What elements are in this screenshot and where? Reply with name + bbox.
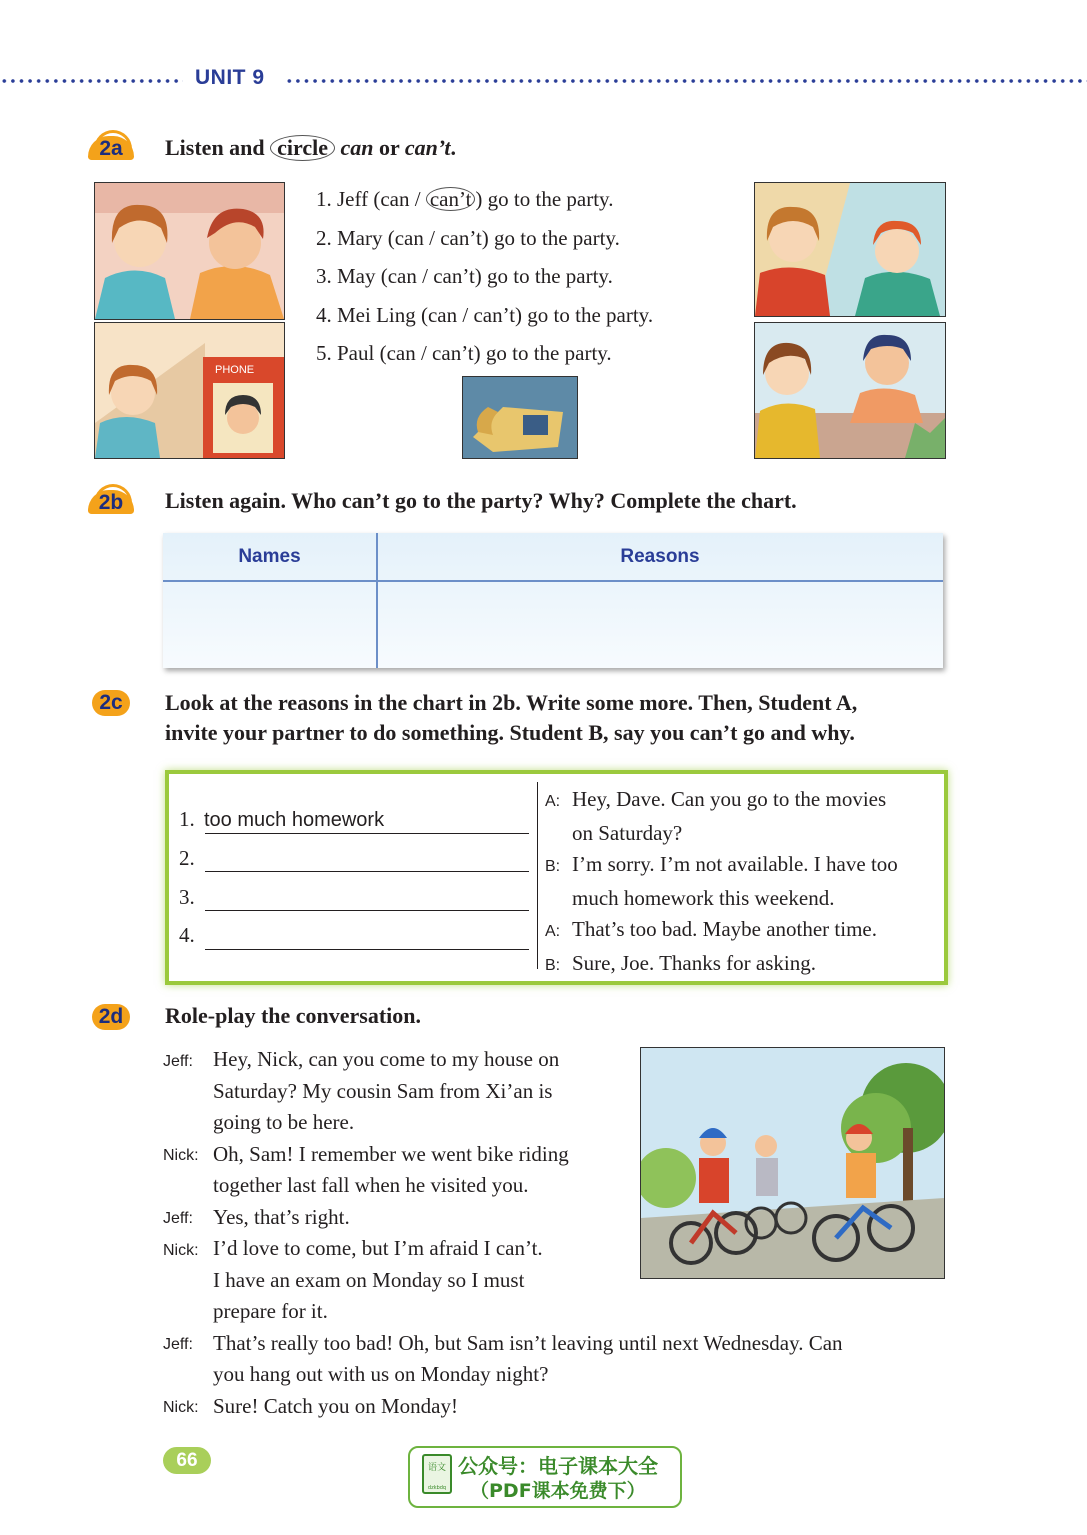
conv-line: Saturday? My cousin Sam from Xi’an is — [213, 1078, 553, 1103]
picture-girls-on-phone — [754, 182, 946, 317]
watermark-badge — [408, 1446, 682, 1508]
list-2a — [316, 180, 653, 373]
badge-2c: 2c — [92, 690, 140, 716]
column-header-reasons: Reasons — [620, 546, 700, 567]
circled-answer: can’t — [426, 187, 476, 211]
badge-2a: 2a — [88, 136, 136, 162]
watermark-text-2: （PDF课本免费下） — [470, 1480, 646, 1502]
instruction-2c-line1: Look at the reasons in the chart in 2b. Write some more. Then, Student A, — [165, 690, 858, 715]
picture-phone-booth — [94, 322, 285, 459]
badge-2d: 2d — [92, 1004, 140, 1030]
dialog-line: A: Hey, Dave. Can you go to the movies — [545, 787, 887, 811]
conv-line: you hang out with us on Monday night? — [213, 1362, 549, 1386]
conv-line: Hey, Nick, can you come to my house on — [213, 1047, 560, 1071]
conv-line: I have an exam on Monday so I must — [213, 1267, 525, 1292]
header-dots-right — [285, 78, 1087, 84]
reason-field-4[interactable] — [205, 949, 529, 950]
badge-2b: 2b — [88, 490, 136, 516]
instruction-2a: Listen and circle can or can’t. — [165, 135, 457, 160]
picture-women-talking — [754, 322, 946, 459]
chart-2b — [163, 533, 943, 668]
reason-row-3: 3. — [179, 885, 195, 909]
conv-line: I’d love to come, but I’m afraid I can’t. — [213, 1236, 543, 1260]
dialog-line: much homework this weekend. — [572, 885, 835, 910]
watermark-text-1: 公众号：电子课本大全 — [458, 1454, 658, 1478]
instruction-2d: Role-play the conversation. — [165, 1003, 422, 1028]
conversation-2d: Jeff: Hey, Nick, can you come to my house on Saturday? My cousin Sam from Xi’an is going to be here. Nick: Oh, Sam! I remember we went bike riding together last fall when he visited you. Jeff: Yes, that’s right. Nick: I’d love to come, but I’m afraid I can’t. I have an exam on Monday so I must prepare for it. Jeff: That’s really too bad! Oh, but Sam isn’t leaving until next Wednesday. Can you hang out with us on Monday night? Nick: Sure! Catch you on Monday! — [163, 1044, 953, 1424]
conv-line: That’s really too bad! Oh, but Sam isn’t leaving until next Wednesday. Can — [213, 1330, 843, 1355]
practice-box-2c — [165, 770, 948, 985]
box-divider — [537, 782, 538, 969]
conv-line: prepare for it. — [213, 1299, 328, 1323]
picture-jeff-and-girl — [94, 182, 285, 320]
list-item-2a-4: 4. Mei Ling (can / can’t) go to the party. — [316, 302, 654, 327]
dialog-line: on Saturday? — [572, 820, 683, 845]
dialog-line: B: I’m sorry. I’m not available. I have too — [545, 852, 898, 876]
list-item-2a-5: 5. Paul (can / can’t) go to the party. — [316, 341, 612, 365]
list-item-2a-2: 2. Mary (can / can’t) go to the party. — [316, 225, 620, 250]
reason-row-2: 2. — [179, 846, 195, 870]
header-dots-left — [0, 78, 183, 84]
conv-line: Yes, that’s right. — [213, 1204, 350, 1229]
conv-line: Oh, Sam! I remember we went bike riding — [213, 1141, 569, 1166]
reason-field-3[interactable] — [205, 910, 529, 911]
reason-field-2[interactable] — [205, 871, 529, 872]
dialog-line: A: That’s too bad. Maybe another time. — [545, 917, 878, 941]
chart-column-divider — [376, 533, 378, 668]
reason-field-1[interactable]: too much homework — [204, 809, 385, 831]
conv-line: Sure! Catch you on Monday! — [213, 1393, 458, 1418]
picture-telephone — [462, 376, 578, 459]
svg-text:PHONE: PHONE — [215, 364, 255, 376]
book-icon: 语文 dzkbdq — [422, 1454, 452, 1494]
column-header-names: Names — [238, 546, 301, 567]
conv-line: together last fall when he visited you. — [213, 1173, 529, 1197]
instruction-2b: Listen again. Who can’t go to the party? Why? Complete the chart. — [165, 488, 797, 513]
list-item-2a-1: 1. Jeff (can / can’t ) go to the party. — [316, 187, 614, 211]
conv-line: going to be here. — [213, 1110, 355, 1134]
chart-divider — [163, 580, 943, 582]
instruction-2c-line2: invite your partner to do something. Student B, say you can’t go and why. — [165, 720, 855, 745]
dialog-2c — [545, 784, 898, 981]
list-item-2a-3: 3. May (can / can’t) go to the party. — [316, 264, 613, 288]
underline-1 — [205, 833, 529, 834]
reason-row-1: 1. too much homework — [179, 807, 385, 831]
reason-row-4: 4. — [179, 923, 195, 947]
page-number: 66 — [163, 1447, 211, 1474]
unit-title: UNIT 9 — [195, 66, 265, 89]
circle-word: circle — [270, 135, 335, 161]
dialog-line: B: Sure, Joe. Thanks for asking. — [545, 950, 816, 975]
